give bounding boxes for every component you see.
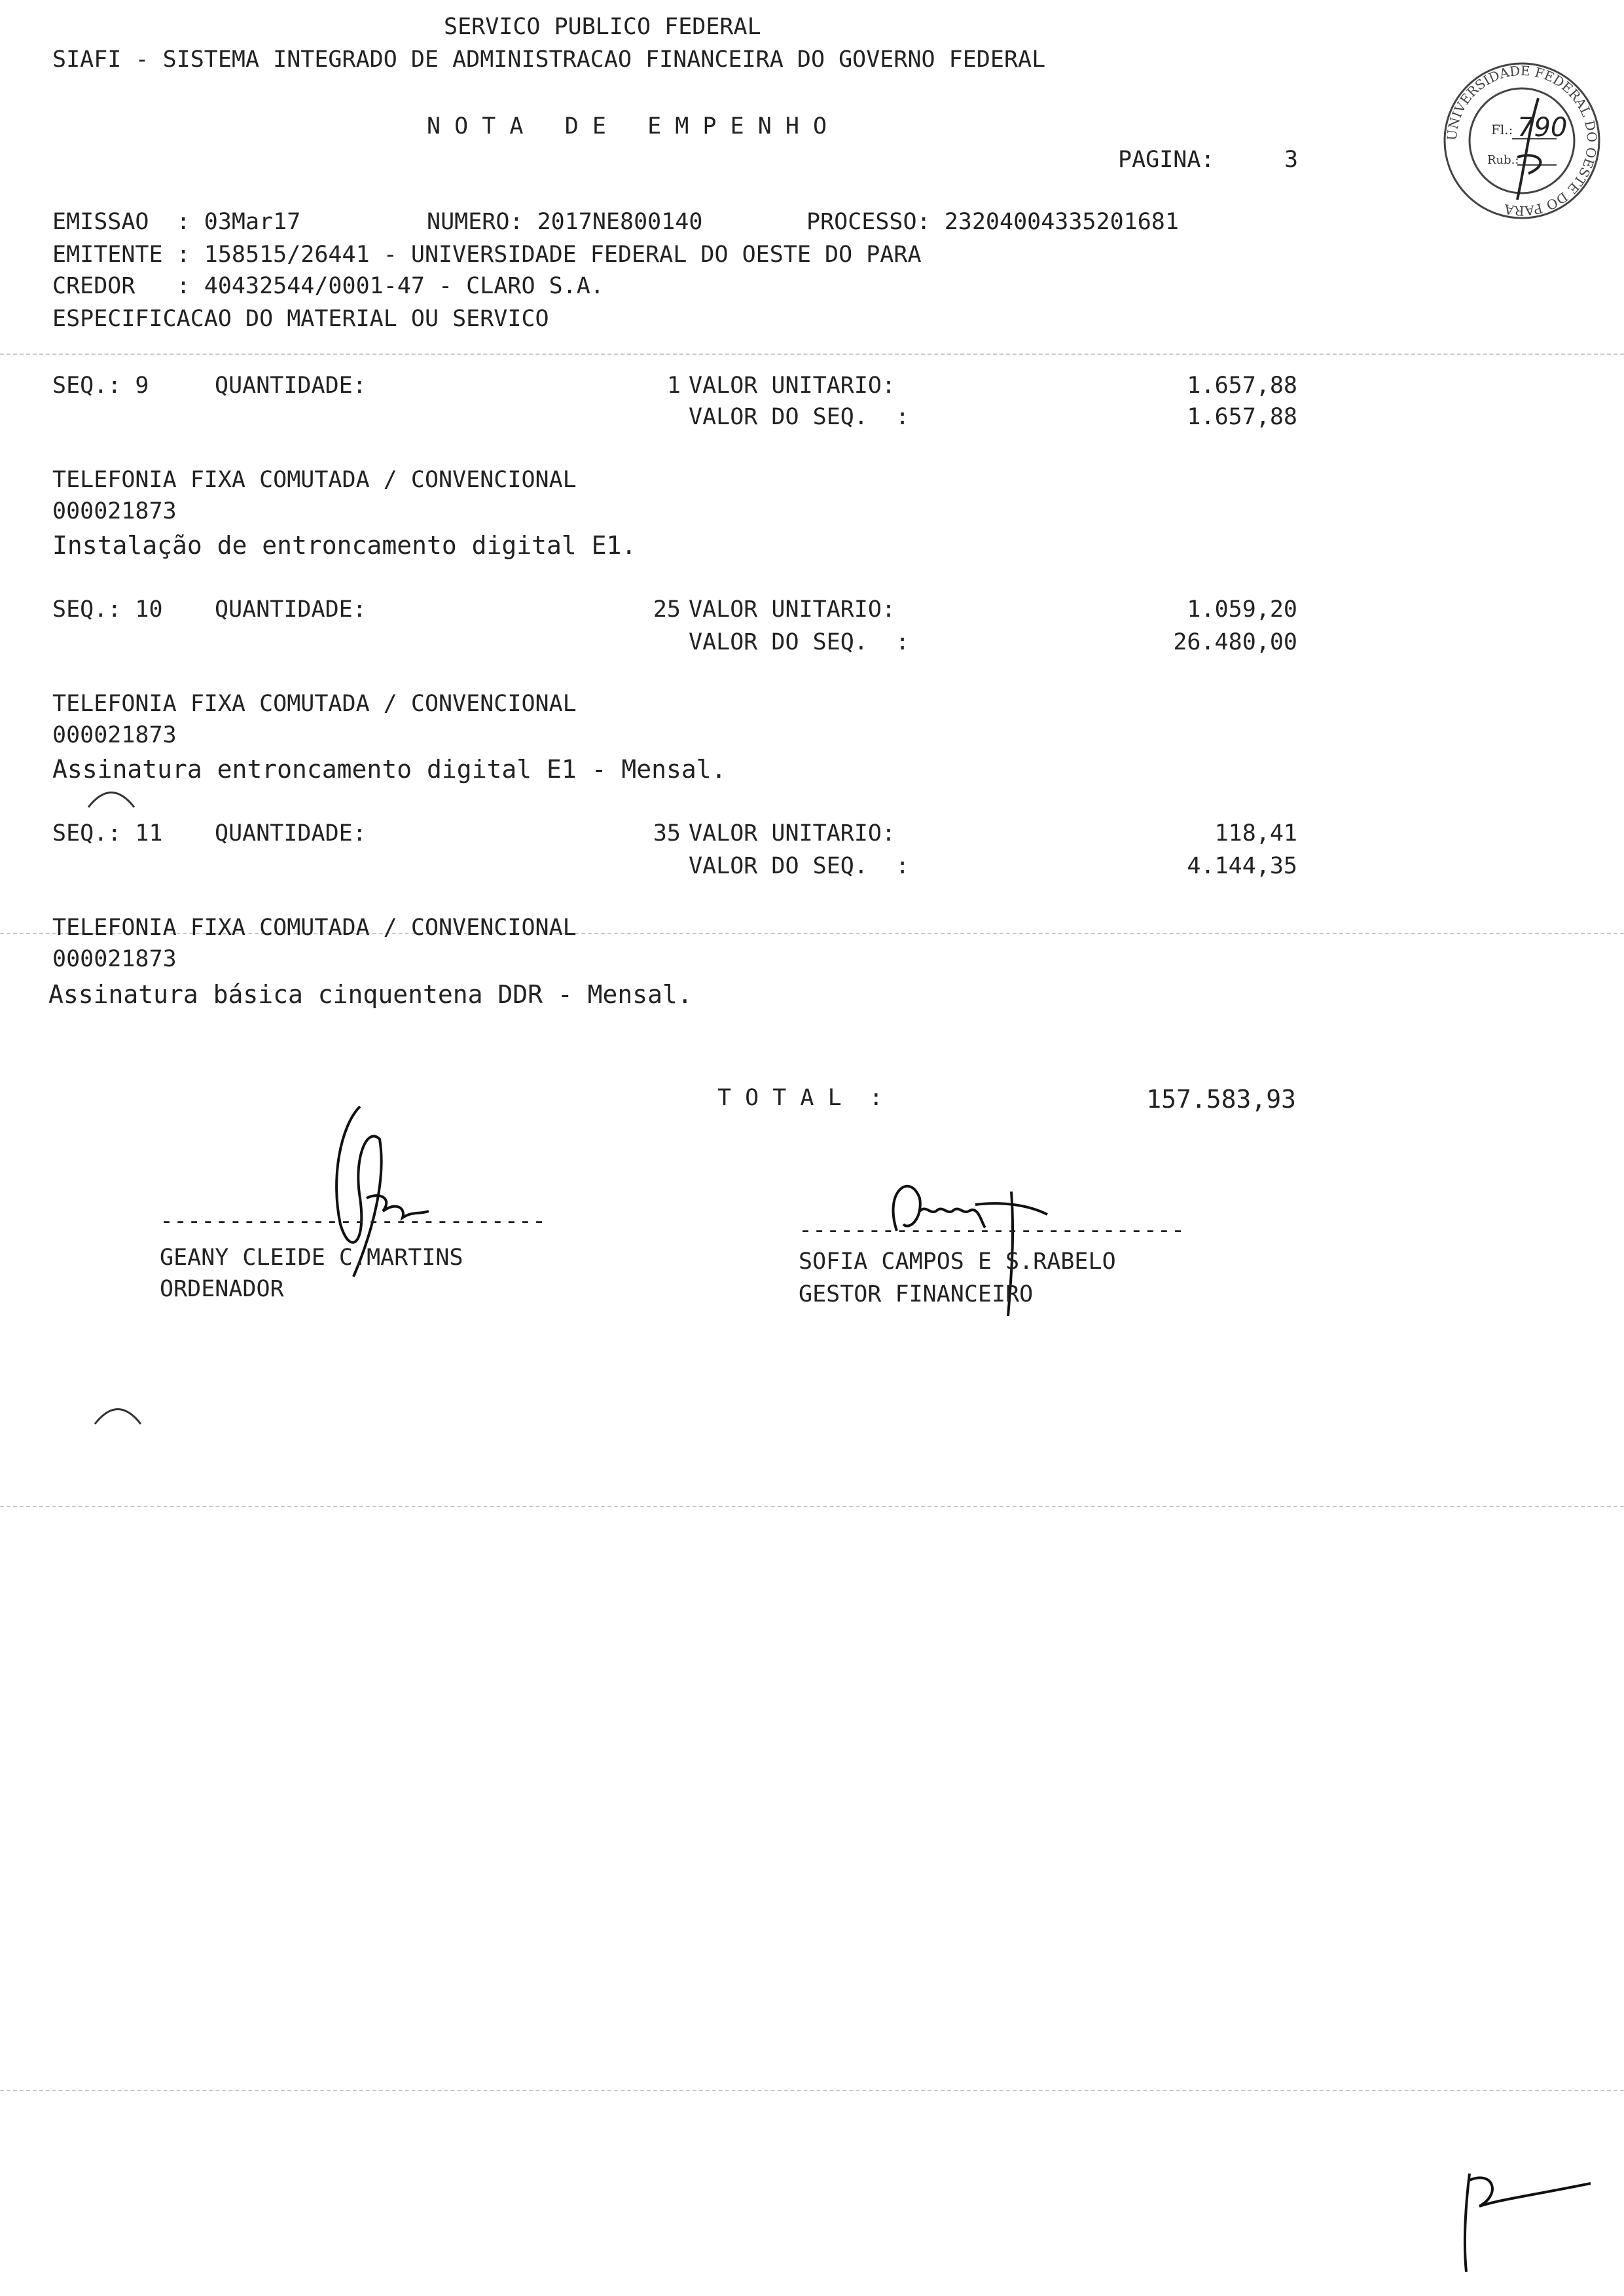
unit-value-label: VALOR UNITARIO:	[689, 820, 896, 847]
unit-value: 1.059,20	[1187, 596, 1297, 623]
quantity-label: QUANTIDADE:	[215, 596, 367, 623]
seq-value: 26.480,00	[1173, 629, 1297, 655]
unit-value: 1.657,88	[1187, 373, 1297, 399]
header-system: SIAFI - SISTEMA INTEGRADO DE ADMINISTRACAO FINANCEIRA DO GOVERNO FEDERAL	[52, 46, 1046, 73]
signer-name: SOFIA CAMPOS E S.RABELO	[799, 1248, 1116, 1275]
university-stamp	[1440, 59, 1604, 223]
seq-value-label: VALOR DO SEQ. :	[689, 853, 910, 879]
unit-value-label: VALOR UNITARIO:	[689, 596, 896, 623]
item-category: TELEFONIA FIXA COMUTADA / CONVENCIONAL	[52, 915, 577, 941]
item-code: 000021873	[52, 498, 177, 524]
seq-value-label: VALOR DO SEQ. :	[689, 404, 910, 430]
emitente: EMITENTE : 158515/26441 - UNIVERSIDADE FEDERAL DO OESTE DO PARA	[52, 242, 922, 268]
item-description: Assinatura entroncamento digital E1 - Mensal.	[52, 755, 727, 784]
quantity-label: QUANTIDADE:	[215, 820, 367, 847]
separator-rule	[0, 354, 1624, 355]
quantity-value: 35	[653, 820, 681, 847]
stamp-rub-label: Rub.:	[1487, 153, 1519, 167]
page-label: PAGINA:	[1118, 147, 1215, 173]
numero: NUMERO: 2017NE800140	[427, 209, 703, 235]
separator-rule	[0, 2090, 1624, 2091]
separator-rule	[0, 1506, 1624, 1507]
page-number: 3	[1284, 147, 1299, 173]
stamp-fl-label: Fl.:	[1491, 122, 1513, 137]
document-title: N O T A D E E M P E N H O	[427, 113, 827, 139]
credor: CREDOR : 40432544/0001-47 - CLARO S.A.	[52, 273, 604, 299]
quantity-label: QUANTIDADE:	[215, 373, 367, 399]
item-category: TELEFONIA FIXA COMUTADA / CONVENCIONAL	[52, 691, 577, 717]
quantity-value: 25	[653, 596, 681, 623]
stamp-fl-value: 790	[1517, 113, 1568, 143]
signer-role: GESTOR FINANCEIRO	[799, 1281, 1034, 1307]
especificacao: ESPECIFICACAO DO MATERIAL OU SERVICO	[52, 306, 549, 332]
seq-label: SEQ.: 9	[52, 373, 149, 399]
signer-role: ORDENADOR	[160, 1276, 284, 1302]
item-code: 000021873	[52, 946, 177, 972]
unit-value-label: VALOR UNITARIO:	[689, 373, 896, 399]
item-code: 000021873	[52, 722, 177, 748]
initials-mark	[1440, 2160, 1597, 2278]
seq-value: 4.144,35	[1187, 853, 1297, 879]
item-category: TELEFONIA FIXA COMUTADA / CONVENCIONAL	[52, 467, 577, 493]
total-label: T O T A L :	[717, 1085, 883, 1111]
seq-label: SEQ.: 10	[52, 596, 163, 623]
signer-name: GEANY CLEIDE C.MARTINS	[160, 1245, 463, 1271]
stamp-ring-text: UNIVERSIDADE FEDERAL DO OESTE DO PARA	[1443, 62, 1600, 219]
punch-hole-mark	[92, 1401, 144, 1427]
signature-line: ----------------------------	[160, 1208, 547, 1234]
seq-label: SEQ.: 11	[52, 820, 163, 847]
seq-value: 1.657,88	[1187, 404, 1297, 430]
total-value: 157.583,93	[1146, 1085, 1296, 1114]
item-description: Assinatura básica cinquentena DDR - Mensal.	[48, 980, 693, 1009]
header-org: SERVICO PUBLICO FEDERAL	[444, 14, 761, 40]
unit-value: 118,41	[1214, 820, 1297, 847]
signature-line: ----------------------------	[799, 1217, 1185, 1243]
processo: PROCESSO: 23204004335201681	[806, 209, 1179, 235]
seq-value-label: VALOR DO SEQ. :	[689, 629, 910, 655]
item-description: Instalação de entroncamento digital E1.	[52, 531, 637, 560]
emissao: EMISSAO : 03Mar17	[52, 209, 301, 235]
quantity-value: 1	[666, 373, 681, 399]
punch-hole-mark	[85, 784, 137, 811]
